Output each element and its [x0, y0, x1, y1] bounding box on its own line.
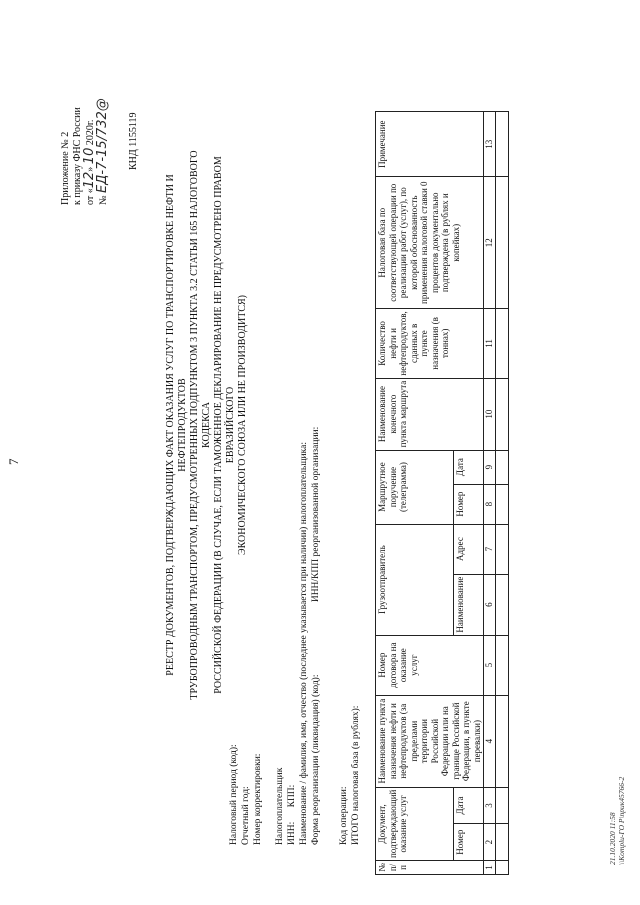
taxpayer-name-label: Наименование / фамилия, имя, отчество (последнее указывается при наличии) налогоплательщика:: [299, 442, 309, 845]
taxpayer-label: Налогоплательщик: [275, 767, 285, 845]
footer-timestamp: 21.10.2020 11:58: [608, 812, 617, 865]
appendix-date-prefix: от «: [85, 188, 96, 205]
col-number: 9: [484, 450, 496, 484]
table-cell: [495, 484, 508, 524]
header-contract: Номер договора на оказание услуг: [376, 635, 484, 695]
table-cell: [495, 450, 508, 484]
correction-number-label: Номер корректировки:: [253, 753, 263, 845]
header-doc-number: Номер: [453, 824, 483, 861]
col-number: 6: [484, 574, 496, 635]
tax-period-label: Налоговый период (код):: [229, 744, 239, 845]
kpp-label: КПП:: [287, 784, 297, 808]
appendix-date-month: 10: [82, 147, 97, 165]
table-cell: [495, 824, 508, 861]
appendix-date-year: 2020: [85, 125, 96, 146]
column-number-row: [484, 112, 496, 875]
header-no: № п/п: [376, 861, 484, 875]
footer-path: \\Komplu-ГО Р\прик45766-2: [617, 776, 626, 865]
register-table: [375, 111, 509, 875]
table-header-row-1: [376, 112, 454, 875]
report-year-label: Отчетный год:: [241, 786, 251, 845]
appendix-number: [97, 25, 110, 205]
table-cell: [495, 635, 508, 695]
table-cell: [495, 524, 508, 574]
title-line-4: ЭКОНОМИЧЕСКОГО СОЮЗА ИЛИ НЕ ПРОИЗВОДИТСЯ): [237, 295, 248, 556]
header-note: Примечание: [376, 112, 484, 177]
header-final-point: Наименование конечного пункта маршрута: [376, 378, 484, 450]
table-cell: [495, 695, 508, 787]
reorg-inn-kpp-label: ИНН/КПП реорганизованной организации:: [311, 426, 321, 603]
col-number: 10: [484, 378, 496, 450]
header-route-date: Дата: [453, 450, 483, 484]
operation-block: [338, 706, 362, 845]
table-cell: [495, 787, 508, 824]
table-cell: [495, 309, 508, 378]
table-cell: [495, 574, 508, 635]
header-document: Документ, подтверждающий оказание услуг: [376, 787, 454, 860]
inn-kpp-row: [286, 145, 298, 845]
header-route-order: Маршрутное поручение (телеграмма): [376, 450, 454, 524]
col-number: 11: [484, 309, 496, 378]
header-consignor-name: Наименование: [453, 574, 483, 635]
total-tax-base-label: ИТОГО налоговая база (в рублях):: [351, 705, 361, 845]
col-number: 3: [484, 787, 496, 824]
title-line-1: РЕЕСТР ДОКУМЕНТОВ, ПОДТВЕРЖДАЮЩИХ ФАКТ ОКАЗАНИЯ УСЛУГ ПО ТРАНСПОРТИРОВКЕ НЕФТИ И НЕФТЕПРОДУКТОВ: [165, 174, 188, 676]
col-number: 1: [484, 861, 496, 875]
appendix-date-day: 12: [82, 171, 97, 189]
table-cell: [495, 177, 508, 309]
reorg-row: [310, 145, 322, 845]
table-cell: [495, 378, 508, 450]
col-number: 5: [484, 635, 496, 695]
page-number: 7: [6, 458, 21, 465]
header-consignor: Грузоотправитель: [376, 524, 454, 635]
appendix-block: [60, 25, 110, 205]
empty-data-row: [495, 112, 508, 875]
header-doc-date: Дата: [453, 787, 483, 824]
col-number: 13: [484, 112, 496, 177]
title-line-3: РОССИЙСКОЙ ФЕДЕРАЦИИ (В СЛУЧАЕ, ЕСЛИ ТАМОЖЕННОЕ ДЕКЛАРИРОВАНИЕ НЕ ПРЕДУСМОТРЕНО ПРАВОМ ЕВРАЗИЙСКОГО: [213, 156, 236, 694]
header-tax-base: Налоговая база по соответствующей операции по реализации работ (услуг), по которой обоснованность применения налоговой ставки 0 процентов документально подтверждена (в рублях и копейках): [376, 177, 484, 309]
appendix-number-value: ЕД-7-15/732@: [95, 98, 110, 193]
operation-code-label: Код операции:: [339, 786, 349, 845]
appendix-line-2: к приказу ФНС России: [72, 107, 83, 205]
header-route-number: Номер: [453, 484, 483, 524]
col-number: 4: [484, 695, 496, 787]
reorg-form-label: Форма реорганизации (ликвидация) (код):: [311, 674, 321, 845]
appendix-number-prefix: №: [98, 195, 109, 205]
col-number: 8: [484, 484, 496, 524]
header-quantity: Количество нефти и нефтепродуктов, сданных в пункте назначения (в тоннах): [376, 309, 484, 378]
col-number: 12: [484, 177, 496, 309]
header-consignor-address: Адрес: [453, 524, 483, 574]
appendix-date-suffix: г.: [85, 119, 96, 126]
appendix-line-1: Приложение № 2: [60, 131, 71, 205]
appendix-date-mid: »: [85, 166, 96, 172]
title-line-2: ТРУБОПРОВОДНЫМ ТРАНСПОРТОМ, ПРЕДУСМОТРЕННЫХ ПОДПУНКТОМ 3 ПУНКТА 3.2 СТАТЬИ 165 НАЛОГОВОГО КОДЕКСА: [189, 150, 212, 700]
table-cell: [495, 112, 508, 177]
inn-label: ИНН:: [287, 821, 297, 845]
col-number: 2: [484, 824, 496, 861]
taxpayer-info: [228, 145, 322, 845]
knd-code: КНД 1155119: [128, 112, 139, 170]
col-number: 7: [484, 524, 496, 574]
file-footer: [608, 777, 626, 865]
table-cell: [495, 861, 508, 875]
header-destination: Наименование пункта назначения нефти и нефтепродуктов (за пределами территории Российской Федерации или на границе Российской Федерации, в пункте перевалки): [376, 695, 484, 787]
